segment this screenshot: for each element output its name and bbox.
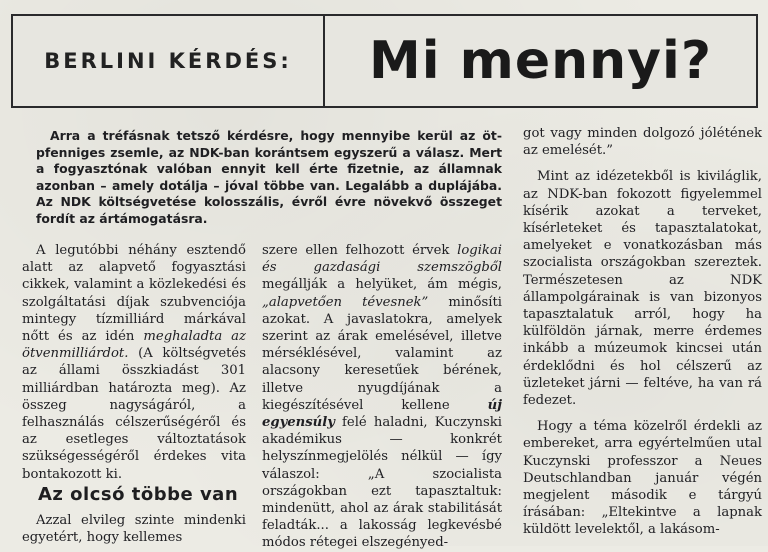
- column-1: [22, 242, 246, 483]
- headline: Mi mennyi?: [368, 31, 713, 91]
- column-1-continued: [22, 512, 246, 546]
- paragraph: Azzal elvileg szinte mindenki egyetért, hogy kellemes: [22, 513, 246, 546]
- paragraph: szere ellen felhozott érvek logikai és gazdasági szemszögből megállják a helyüket, ám mégis, „alapvetően tévesnek” minősíti azokat. A javaslatokra, amelyek szerint az árak emelésével, illetve mérséklésével, valamint az alacsony keresetűek bérének, illetve nyugdíjának a kiegészítésével kellene új egyensúly felé haladni, Kuczynski akadémikus — konkrét helyszínmegjelölés nélkül — így válaszol: „A szocialista országokban ezt tapasztaltuk: mindenütt, ahol az árak stabilitását feladták... a lakosság legkevésbé módos rétegei elszegényed-: [262, 243, 502, 551]
- column-3: [523, 125, 762, 539]
- headline-box: [11, 14, 758, 108]
- kicker: BERLINI KÉRDÉS:: [13, 16, 325, 106]
- paragraph: A legutóbbi néhány esztendő alatt az alapvető fogyasztási cikkek, valamint a közlekedési és szolgáltatási díjak szubvenciója mintegy tízmilliárd márkával nőtt és az idén meghaladta az ötvenmilliárdot. (A költségvetés az állami összkiadást 301 milliárdban határozta meg). Az összeg nagyságáról, a felhasználás célszerűségéről és az esetleges változtatások szükségességéről érdekes vita bontakozott ki.: [22, 243, 246, 482]
- column-2: [262, 242, 502, 552]
- subheading: Az olcsó többe van: [38, 484, 239, 505]
- paragraph: Hogy a téma közelről érdekli az embereket, arra egyértelműen utal Kuczynski professzor a Neues Deutschlandban január végén megjelent második e tárgyú írásában: „Eltekintve a lapnak küldött levelektől, a lakásom-: [523, 419, 762, 538]
- paragraph: got vagy minden dolgozó jólétének az emelését.”: [523, 126, 762, 159]
- lead-paragraph: Arra a tréfásnak tetsző kérdésre, hogy mennyibe kerül az öt-pfenniges zsemle, az NDK-ban korántsem egyszerű a válasz. Mert a fogyasztónak valóban ennyit kell érte fizetnie, az államnak azonban – amely dotálja – jóval többe van. Legalább a duplájába. Az NDK költségvetése kolosszális, évről évre növekvő összeget fordít az ártámogatásra.: [36, 128, 502, 226]
- paragraph: Mint az idézetekből is kiviláglik, az NDK-ban fokozott figyelemmel kísérik azokat a terveket, kísérleteket és tapasztalatokat, amelyeket e vonatkozásban más szocialista országokban szereztek. Természetesen az NDK állampolgárainak is van bizonyos tapasztalatuk arról, hogy ha külföldön járnak, merre érdemes inkább a múzeumok kincsei után érdeklődni és hol célszerű az üzleteket járni — feltéve, ha van rá fedezet.: [523, 169, 762, 409]
